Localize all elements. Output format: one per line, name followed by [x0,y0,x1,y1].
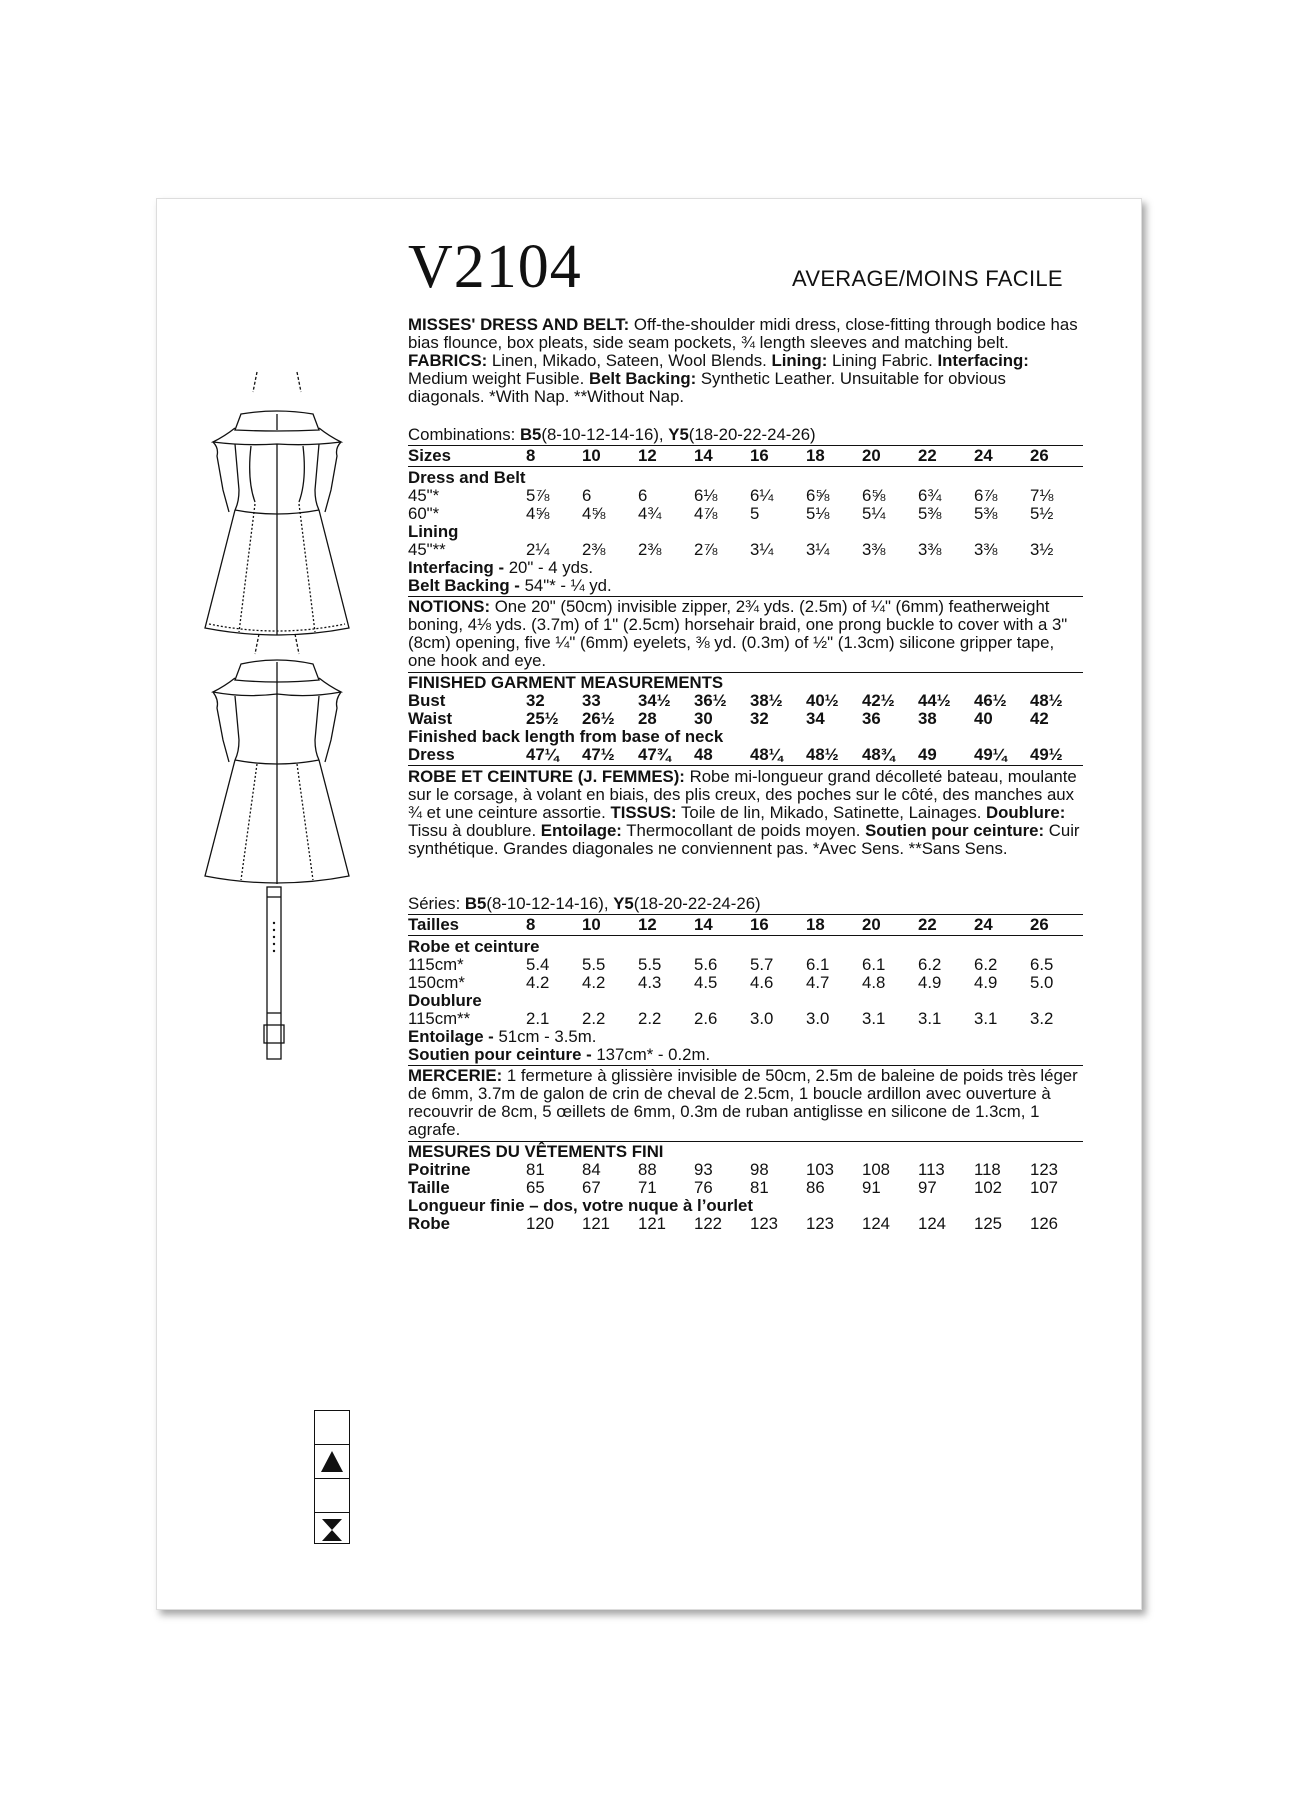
table-cell: 3.1 [918,1009,942,1028]
table-cell: 49½ [1030,745,1063,764]
table-cell: 4⅝ [582,504,606,523]
row-label: 60"* [408,504,440,523]
table-cell: 93 [694,1160,713,1179]
table-cell: 8 [526,446,536,465]
table-cell: 6¼ [750,486,774,505]
table-cell: 123 [1030,1160,1058,1179]
table-cell: 48½ [806,745,839,764]
table-cell: 6⅝ [862,486,886,505]
table-cell: 2.6 [694,1009,718,1028]
table-cell: 65 [526,1178,545,1197]
table-cell: 4.6 [750,973,774,992]
table-cell: 48¼ [750,745,783,764]
table-cell: 3⅜ [974,540,998,559]
table-cell: 97 [918,1178,937,1197]
fr-dress-150-row [408,974,1083,992]
table-cell: 3¼ [806,540,830,559]
fr-back-length-heading: Longueur finie – dos, votre nuque à l’ourlet [408,1196,753,1215]
row-label: 45"* [408,486,440,505]
row-label: Bust [408,691,446,710]
table-cell: 5⅜ [974,504,998,523]
table-cell: 49¼ [974,745,1007,764]
fr-notions: MERCERIE: 1 fermeture à glissière invisible de 50cm, 2.5m de baleine de poids très léger de 6mm, 3.7m de galon de crin de cheval de 2.5cm, 1 boucle ardillon avec ouverture à recouvrir de 8cm, 5 œillets de 6mm, 0.3m de ruban antiglisse en silicone de 1.3cm, 1 agrafe. [408,1066,1078,1139]
table-cell: 5.7 [750,955,774,974]
table-cell: 10 [582,915,601,934]
en-notions: NOTIONS: One 20" (50cm) invisible zipper, 2¾ yds. (2.5m) of ¼" (6mm) featherweight boning, 4⅛ yds. (3.7m) of 1" (2.5cm) horsehair braid, one prong buckle to cover with a 3" (8cm) opening, five ¼" (6mm) eyelets, ⅜ yd. (0.3m) of ½" (1.3cm) silicone gripper tape, one hook and eye. [408,597,1068,670]
dress-front-illustration [195,370,360,640]
table-cell: 3⅜ [862,540,886,559]
table-cell: 103 [806,1160,834,1179]
table-cell: 5⅛ [806,504,830,523]
table-cell: 5.0 [1030,973,1054,992]
table-cell: 48¾ [862,745,895,764]
table-cell: 123 [750,1214,778,1233]
table-cell: 6.1 [806,955,830,974]
table-cell: 124 [862,1214,890,1233]
pattern-code: V2104 [408,233,582,301]
table-cell: 40½ [806,691,839,710]
table-cell: 5.4 [526,955,550,974]
pattern-symbols-box [314,1410,350,1544]
table-cell: 2.2 [582,1009,606,1028]
table-cell: 4.9 [974,973,998,992]
hourglass-icon [315,1513,349,1546]
table-cell: 7⅛ [1030,486,1054,505]
table-cell: 22 [918,446,937,465]
table-cell: 91 [862,1178,881,1197]
table-cell: 6.5 [1030,955,1054,974]
table-cell: 26 [1030,446,1049,465]
fr-lining-heading: Doublure [408,991,482,1010]
table-cell: 6.2 [974,955,998,974]
table-cell: 14 [694,915,713,934]
row-label: Tailles [408,915,459,934]
table-cell: 107 [1030,1178,1058,1197]
fr-description: ROBE ET CEINTURE (J. FEMMES): Robe mi-longueur grand décolleté bateau, moulante sur le corsage, à volant en biais, des plis creux, des poches sur le côté, des manches aux ¾ et une ceinture assortie. TISSUS: Toile de lin, Mikado, Satinette, Lainages. Doublure: Tissu à doublure. Entoilage: Thermocollant de poids moyen. Soutien pour ceinture: Cuir synthétique. Grandes diagonales ne conviennent pas. *Avec Sens. **Sans Sens. [408,767,1080,858]
table-cell: 3.1 [974,1009,998,1028]
table-cell: 30 [694,709,713,728]
table-cell: 47¾ [638,745,671,764]
table-cell: 5⅞ [526,486,550,505]
rule [408,466,1083,467]
table-cell: 25½ [526,709,559,728]
table-cell: 47¼ [526,745,559,764]
table-cell: 26 [1030,915,1049,934]
symbols-hourglass-cell [315,1513,349,1546]
table-cell: 4.5 [694,973,718,992]
table-cell: 32 [750,709,769,728]
table-cell: 24 [974,915,993,934]
table-cell: 5.6 [694,955,718,974]
row-label: 45"** [408,540,446,559]
table-cell: 46½ [974,691,1007,710]
table-cell: 44½ [918,691,951,710]
table-cell: 18 [806,446,825,465]
row-label: 115cm** [408,1009,471,1028]
table-cell: 33 [582,691,601,710]
table-cell: 81 [750,1178,769,1197]
table-cell: 5½ [1030,504,1054,523]
table-cell: 4.8 [862,973,886,992]
table-cell: 121 [582,1214,610,1233]
table-cell: 48 [694,745,713,764]
table-cell: 3.2 [1030,1009,1054,1028]
table-cell: 42½ [862,691,895,710]
table-cell: 5¼ [862,504,886,523]
table-cell: 81 [526,1160,545,1179]
table-cell: 12 [638,446,657,465]
fr-waist-row [408,1179,1083,1197]
table-cell: 122 [694,1214,722,1233]
table-cell: 5 [750,504,760,523]
table-cell: 20 [862,915,881,934]
table-cell: 6 [582,486,592,505]
table-cell: 26½ [582,709,615,728]
table-cell: 2¼ [526,540,550,559]
table-cell: 3.1 [862,1009,886,1028]
rule [408,765,1083,766]
table-cell: 6⅛ [694,486,718,505]
table-cell: 4.2 [526,973,550,992]
en-dress-60-row [408,505,1083,523]
en-interfacing-row: Interfacing - 20" - 4 yds. [408,558,594,577]
table-cell: 108 [862,1160,890,1179]
table-cell: 16 [750,915,769,934]
table-cell: 6.2 [918,955,942,974]
table-cell: 6⅞ [974,486,998,505]
table-cell: 3.0 [806,1009,830,1028]
table-cell: 6⅝ [806,486,830,505]
table-cell: 2⅞ [694,540,718,559]
fr-dress-belt-heading: Robe et ceinture [408,937,540,956]
belt-illustration [262,885,288,1065]
table-cell: 8 [526,915,536,934]
rule [408,935,1083,936]
difficulty-label: AVERAGE/MOINS FACILE [792,266,1063,291]
table-cell: 88 [638,1160,657,1179]
table-cell: 3.0 [750,1009,774,1028]
en-combinations: Combinations: B5(8-10-12-14-16), Y5(18-20-22-24-26) [408,425,816,444]
table-cell: 47½ [582,745,615,764]
table-cell: 84 [582,1160,601,1179]
en-belt-backing-row: Belt Backing - 54"* - ¼ yd. [408,576,612,595]
table-cell: 126 [1030,1214,1058,1233]
table-cell: 4.2 [582,973,606,992]
table-cell: 40 [974,709,993,728]
table-cell: 118 [974,1160,1001,1179]
table-cell: 4¾ [638,504,662,523]
table-cell: 3½ [1030,540,1054,559]
table-cell: 6 [638,486,648,505]
table-cell: 123 [806,1214,834,1233]
table-cell: 5.5 [638,955,662,974]
en-sizes-row [408,447,1083,465]
table-cell: 12 [638,915,657,934]
table-cell: 32 [526,691,545,710]
fr-combinations: Séries: B5(8-10-12-14-16), Y5(18-20-22-24-26) [408,894,761,913]
triangle-icon [315,1445,349,1478]
table-cell: 48½ [1030,691,1063,710]
table-cell: 6.1 [862,955,886,974]
fr-bust-row [408,1161,1083,1179]
table-cell: 24 [974,446,993,465]
table-cell: 113 [918,1160,945,1179]
table-cell: 3⅜ [918,540,942,559]
dress-back-illustration [195,628,360,890]
table-cell: 102 [974,1178,1002,1197]
en-description: MISSES' DRESS AND BELT: Off-the-shoulder midi dress, close-fitting through bodice has bias flounce, box pleats, side seam pockets, ¾ length sleeves and matching belt. FABRICS: Linen, Mikado, Sateen, Wool Blends. Lining: Lining Fabric. Interfacing: Medium weight Fusible. Belt Backing: Synthetic Leather. Unsuitable for obvious diagonals. *With Nap. **Without Nap. [408,315,1078,406]
table-cell: 120 [526,1214,554,1233]
table-cell: 76 [694,1178,713,1197]
fr-belt-backing-row: Soutien pour ceinture - 137cm* - 0.2m. [408,1045,711,1064]
en-back-length-heading: Finished back length from base of neck [408,727,724,746]
fr-dress-115-row [408,956,1083,974]
row-label: 150cm* [408,973,465,992]
fr-lining-115-row [408,1010,1083,1028]
table-cell: 4⅝ [526,504,550,523]
row-label: 115cm* [408,955,464,974]
table-cell: 38 [918,709,937,728]
table-cell: 16 [750,446,769,465]
table-cell: 86 [806,1178,825,1197]
en-dress-45-row [408,487,1083,505]
symbols-empty-cell-2 [315,1479,349,1513]
table-cell: 49 [918,745,937,764]
table-cell: 3¼ [750,540,774,559]
table-cell: 125 [974,1214,1002,1233]
table-cell: 4.9 [918,973,942,992]
en-dress-belt-heading: Dress and Belt [408,468,526,487]
table-cell: 2⅜ [582,540,606,559]
fr-dress-length-row [408,1215,1083,1233]
en-lining-45-row [408,541,1083,559]
table-cell: 28 [638,709,657,728]
row-label: Robe [408,1214,450,1233]
table-cell: 5⅜ [918,504,942,523]
table-cell: 5.5 [582,955,606,974]
table-cell: 2.2 [638,1009,662,1028]
table-cell: 98 [750,1160,769,1179]
table-cell: 34½ [638,691,671,710]
en-bust-row [408,692,1083,710]
table-cell: 42 [1030,709,1049,728]
symbols-empty-cell [315,1411,349,1445]
table-cell: 10 [582,446,601,465]
row-label: Dress [408,745,455,764]
row-label: Sizes [408,446,451,465]
table-cell: 4.7 [806,973,830,992]
table-cell: 36½ [694,691,727,710]
fr-sizes-row [408,916,1083,934]
table-cell: 22 [918,915,937,934]
row-label: Taille [408,1178,450,1197]
table-cell: 4.3 [638,973,662,992]
en-waist-row [408,710,1083,728]
table-cell: 2⅜ [638,540,662,559]
row-label: Poitrine [408,1160,471,1179]
table-cell: 38½ [750,691,783,710]
table-cell: 14 [694,446,713,465]
table-cell: 67 [582,1178,601,1197]
table-cell: 20 [862,446,881,465]
en-measurements-title: FINISHED GARMENT MEASUREMENTS [408,673,724,692]
en-lining-heading: Lining [408,522,459,541]
table-cell: 124 [918,1214,946,1233]
en-dress-length-row [408,746,1083,764]
symbols-triangle-cell [315,1445,349,1479]
fr-measurements-title: MESURES DU VÊTEMENTS FINI [408,1142,664,1161]
fr-interfacing-row: Entoilage - 51cm - 3.5m. [408,1027,597,1046]
table-cell: 34 [806,709,825,728]
table-cell: 36 [862,709,881,728]
table-cell: 71 [638,1178,657,1197]
row-label: Waist [408,709,453,728]
table-cell: 18 [806,915,825,934]
table-cell: 6¾ [918,486,942,505]
table-cell: 4⅞ [694,504,718,523]
table-cell: 2.1 [526,1009,550,1028]
table-cell: 121 [638,1214,666,1233]
